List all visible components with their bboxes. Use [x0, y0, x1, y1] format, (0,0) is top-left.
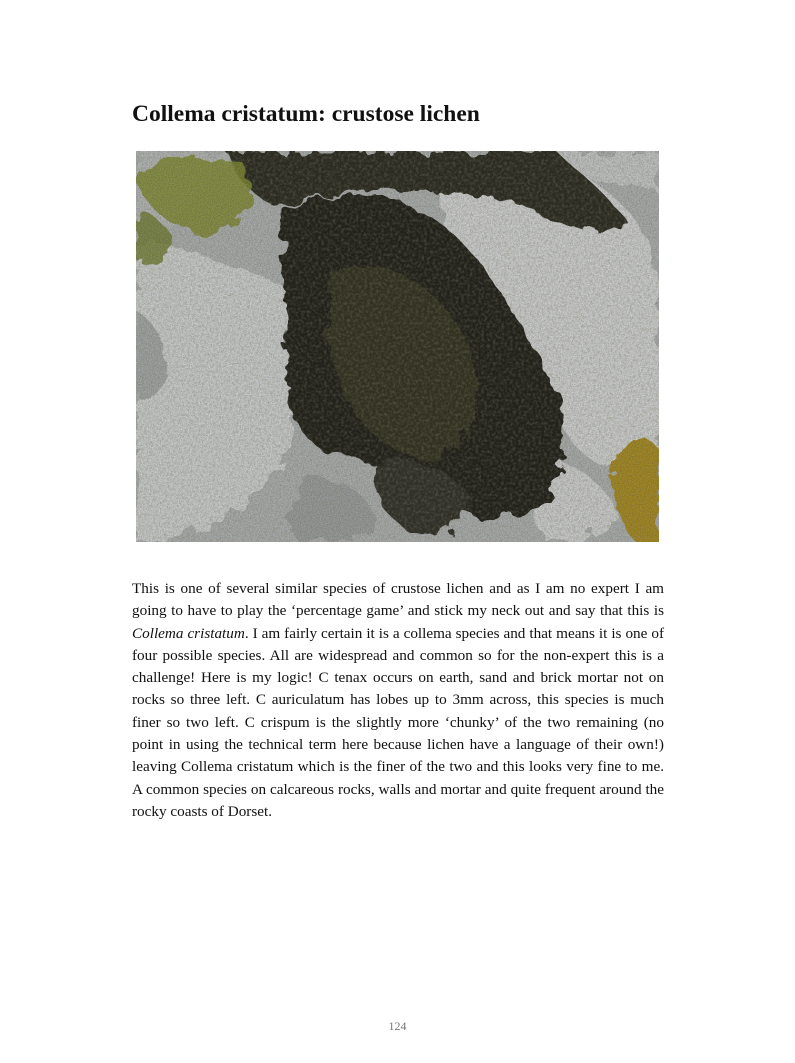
body-paragraph: [132, 578, 664, 823]
page-title: Collema cristatum: crustose lichen: [132, 101, 480, 127]
page-number: 124: [388, 1019, 407, 1033]
body-text-part1: This is one of several similar species of crustose lichen and as I am no expert I am going to have to play the ‘percentage game’ and stick my neck out and say that this is: [132, 580, 664, 620]
body-text-part2: . I am fairly certain it is a collema species and that means it is one of four possible species. All are widespread and common so for the non-expert this is a challenge! Here is my logic! C tenax occurs on earth, sand and brick mortar not on rocks so three left. C auriculatum has lobes up to 3mm across, this species is much finer so two left. C crispum is the slightly more ‘chunky’ of the two remaining (no point in using the technical term here because lichen have a language of their own!) leaving Collema cristatum which is the finer of the two and this looks very fine to me. A common species on calcareous rocks, walls and mortar and quite frequent around the rocky coasts of Dorset.: [132, 624, 665, 820]
lichen-photo: [136, 151, 659, 542]
species-name: Collema cristatum: [132, 624, 245, 642]
